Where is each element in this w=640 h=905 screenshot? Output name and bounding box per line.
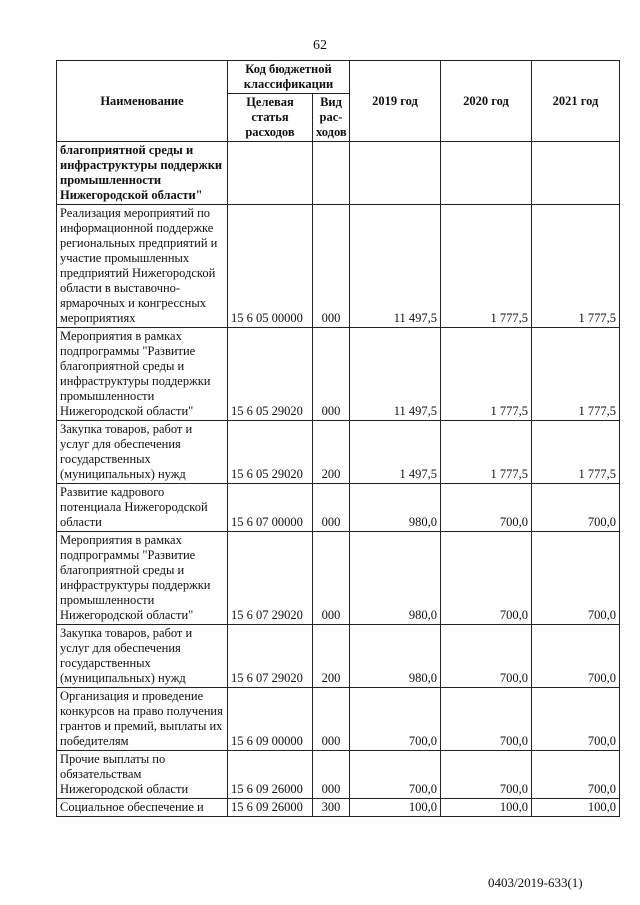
table-row	[57, 625, 620, 688]
row-code-cell: 15 6 09 00000	[228, 688, 313, 751]
row-2020-cell: 700,0	[441, 751, 532, 799]
row-2020-cell: 700,0	[441, 532, 532, 625]
row-2020-cell: 700,0	[441, 625, 532, 688]
row-code-cell: 15 6 07 29020	[228, 625, 313, 688]
table-row	[57, 205, 620, 328]
row-name-cell: Закупка товаров, работ и услуг для обеспечения государственных (муниципальных) нужд	[57, 625, 228, 688]
row-2021-cell: 1 777,5	[532, 421, 620, 484]
row-2021-cell: 700,0	[532, 688, 620, 751]
row-2019-cell: 980,0	[350, 625, 441, 688]
table-row	[57, 484, 620, 532]
row-2019-cell: 100,0	[350, 799, 441, 817]
row-expense-type-cell: 200	[313, 625, 350, 688]
header-year-2021: 2021 год	[532, 61, 620, 142]
row-code-cell: 15 6 05 00000	[228, 205, 313, 328]
header-year-2019: 2019 год	[350, 61, 441, 142]
row-name-cell: Прочие выплаты по обязательствам Нижегородской области	[57, 751, 228, 799]
budget-table	[56, 60, 620, 817]
row-expense-type-cell: 000	[313, 751, 350, 799]
header-target-article: Целевая статья расходов	[228, 94, 313, 142]
row-2021-cell	[532, 142, 620, 205]
page-number: 62	[313, 38, 327, 53]
document-id: 0403/2019-633(1)	[488, 875, 583, 890]
header-year-2020: 2020 год	[441, 61, 532, 142]
row-2020-cell	[441, 142, 532, 205]
row-expense-type-cell: 000	[313, 532, 350, 625]
row-2020-cell: 1 777,5	[441, 328, 532, 421]
row-expense-type-cell: 000	[313, 205, 350, 328]
row-name-cell: Организация и проведение конкурсов на право получения грантов и премий, выплаты их победителям	[57, 688, 228, 751]
table-row	[57, 532, 620, 625]
row-name-cell: Социальное обеспечение и	[57, 799, 228, 817]
row-code-cell: 15 6 09 26000	[228, 751, 313, 799]
row-2021-cell: 100,0	[532, 799, 620, 817]
row-name-cell: благоприятной среды и инфраструктуры поддержки промышленности Нижегородской области"	[57, 142, 228, 205]
row-name-cell: Развитие кадрового потенциала Нижегородской области	[57, 484, 228, 532]
row-2021-cell: 700,0	[532, 532, 620, 625]
row-2019-cell: 11 497,5	[350, 328, 441, 421]
row-name-cell: Мероприятия в рамках подпрограммы "Развитие благоприятной среды и инфраструктуры поддержки промышленности Нижегородской области"	[57, 532, 228, 625]
row-expense-type-cell: 000	[313, 688, 350, 751]
row-code-cell: 15 6 07 00000	[228, 484, 313, 532]
row-2019-cell: 700,0	[350, 751, 441, 799]
row-2020-cell: 700,0	[441, 484, 532, 532]
row-2019-cell: 980,0	[350, 484, 441, 532]
header-name: Наименование	[57, 61, 228, 142]
table-row	[57, 799, 620, 817]
row-code-cell: 15 6 05 29020	[228, 328, 313, 421]
row-2021-cell: 700,0	[532, 625, 620, 688]
row-code-cell: 15 6 05 29020	[228, 421, 313, 484]
row-2019-cell	[350, 142, 441, 205]
row-code-cell	[228, 142, 313, 205]
table-row	[57, 688, 620, 751]
row-expense-type-cell: 200	[313, 421, 350, 484]
header-code-group: Код бюджетной классификации	[228, 61, 350, 94]
row-2021-cell: 700,0	[532, 484, 620, 532]
row-2019-cell: 700,0	[350, 688, 441, 751]
row-2020-cell: 100,0	[441, 799, 532, 817]
table-row	[57, 142, 620, 205]
row-name-cell: Мероприятия в рамках подпрограммы "Развитие благоприятной среды и инфраструктуры поддержки промышленности Нижегородской области"	[57, 328, 228, 421]
row-name-cell: Реализация мероприятий по информационной поддержке региональных предприятий и участие промышленных предприятий Нижегородской области в выставочно-ярмарочных и конгрессных мероприятиях	[57, 205, 228, 328]
row-expense-type-cell	[313, 142, 350, 205]
row-code-cell: 15 6 09 26000	[228, 799, 313, 817]
row-expense-type-cell: 000	[313, 328, 350, 421]
row-2019-cell: 980,0	[350, 532, 441, 625]
table-row	[57, 751, 620, 799]
row-2020-cell: 1 777,5	[441, 205, 532, 328]
table-row	[57, 421, 620, 484]
row-2021-cell: 1 777,5	[532, 205, 620, 328]
table-body	[57, 142, 620, 817]
row-2019-cell: 1 497,5	[350, 421, 441, 484]
row-2021-cell: 700,0	[532, 751, 620, 799]
row-expense-type-cell: 000	[313, 484, 350, 532]
row-expense-type-cell: 300	[313, 799, 350, 817]
row-2019-cell: 11 497,5	[350, 205, 441, 328]
table-row	[57, 328, 620, 421]
row-2020-cell: 1 777,5	[441, 421, 532, 484]
row-code-cell: 15 6 07 29020	[228, 532, 313, 625]
row-2020-cell: 700,0	[441, 688, 532, 751]
row-2021-cell: 1 777,5	[532, 328, 620, 421]
header-expense-type: Вид рас-ходов	[313, 94, 350, 142]
row-name-cell: Закупка товаров, работ и услуг для обеспечения государственных (муниципальных) нужд	[57, 421, 228, 484]
